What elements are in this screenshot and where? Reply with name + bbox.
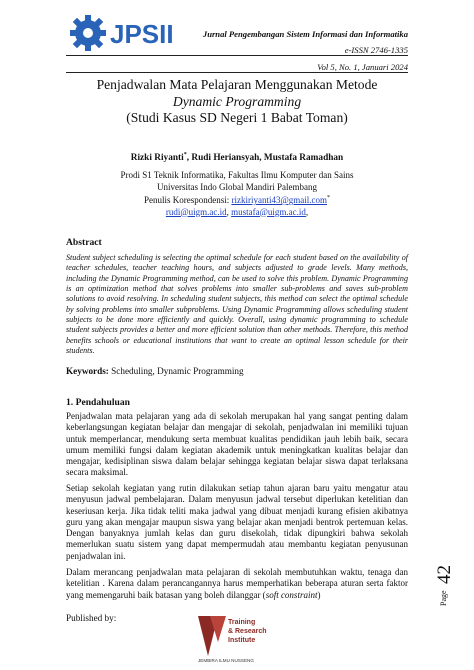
logo-text: JPSII: [110, 19, 174, 49]
gear-icon: [70, 15, 106, 51]
header-rule: [66, 55, 408, 56]
affiliation: [66, 170, 408, 218]
author-first: Rizki Riyanti: [130, 153, 184, 164]
paragraph-3-italic: soft constraint: [265, 589, 318, 600]
paper-title: [66, 77, 408, 127]
paragraph-1: Penjadwalan mata pelajaran yang ada di sekolah merupakan hal yang sangat penting dalam keberlangsungan kegiatan belajar dan mengajar di sekolah, penjadwalan ini memiliki tujuan untuk memperlancar, mendukung serta membuat kualitas pendidikan jauh lebih baik, secara umum memiliki fungsi dalam kegiatan akademik untuk meningkatkan kualitas belajar dan mengajar, kedisiplinan siswa dalam belajar sehingga kegiatan belajar siswa dapat terlaksana secara maksimal.: [66, 411, 408, 478]
email-tail: ,: [305, 206, 309, 217]
page-label: Page: [439, 590, 448, 606]
section-heading: 1. Pendahuluan: [66, 397, 130, 408]
keywords-value: Scheduling, Dynamic Programming: [108, 366, 244, 376]
journal-info: [203, 29, 408, 73]
publisher-line-4: JEMBIRA ILMU NUSSENG: [198, 658, 254, 663]
journal-name: Jurnal Pengembangan Sistem Informasi dan Informatika: [202, 29, 408, 39]
email-link-2[interactable]: rudi@uigm.ac.id: [165, 206, 227, 217]
title-line-2: Dynamic Programming: [172, 93, 302, 109]
affiliation-line-1: Prodi S1 Teknik Informatika, Fakultas Ilmu Komputer dan Sains: [120, 170, 354, 180]
corresponding-line: [66, 193, 408, 207]
email-link-3[interactable]: mustafa@uigm.ac.id: [231, 206, 306, 217]
issn: e-ISSN 2746-1335: [344, 45, 408, 55]
author-rest: , Rudi Heriansyah, Mustafa Ramadhan: [186, 153, 344, 164]
published-by: Published by:: [66, 613, 117, 623]
publisher-line-1: Training: [228, 619, 256, 626]
publisher-line-3: Institute: [228, 637, 256, 644]
corresponding-label: Penulis Korespondensi:: [143, 195, 232, 205]
affiliation-line-2: Universitas Indo Global Mandiri Palembang: [157, 181, 317, 192]
header-rule-lower: [66, 72, 408, 73]
corresponding-mark: *: [183, 152, 187, 158]
publisher-line-2: & Research: [228, 628, 267, 635]
paragraph-3: [66, 567, 408, 601]
page-number: [430, 562, 454, 608]
authors: [66, 152, 408, 163]
abstract-heading: Abstract: [66, 237, 102, 248]
paragraph-2: Setiap sekolah kegiatan yang rutin dilakukan setiap tahun ajaran baru yaitu mengatur atau menyusun jadwal pembelajaran. Dalam menyusun jadwal tersebut diperlukan ketelitian dan keseriusan kerja. Jika tidak teliti maka jadwal yang dibuat menjadi kurang efisien akibatnya guru yang akan mengajar maupun siswa yang belajar akan menjadi bentrok pertemuan kelas. Dengan banyaknya jumlah kelas dan guru disekolah, tidak dipungkiri bahwa sekolah memerlukan suatu sistem yang dapat mempermudah atau membantu kegiatan penyusunan penjadwalan ini.: [66, 483, 408, 561]
title-line-3: (Studi Kasus SD Negeri 1 Babat Toman): [126, 110, 348, 125]
volume: Vol 5, No. 1, Januari 2024: [317, 62, 408, 72]
title-line-1: Penjadwalan Mata Pelajaran Menggunakan Metode: [96, 77, 378, 92]
email-separator: ,: [226, 206, 232, 217]
journal-logo: [66, 10, 180, 56]
email-mark: *: [327, 195, 330, 201]
publisher-logo: [196, 612, 288, 664]
paragraph-3-end: ): [317, 589, 321, 600]
page-number-value: 42: [434, 565, 454, 584]
keywords: [66, 366, 244, 376]
paragraph-3-main: Dalam merancang penjadwalan mata pelajaran di sekolah membutuhkan waktu, tenaga dan ketelitian . Karena dalam perancangannya harus memperhatikan beberapa aturan serta faktor yang memengaruhi baik batasan yang boleh dilanggar (: [66, 567, 408, 600]
keywords-label: Keywords:: [66, 366, 109, 376]
email-line-2: [66, 207, 408, 219]
abstract-text: Student subject scheduling is selecting the optimal schedule for each student based on the availability of teacher schedules, teacher teaching hours, and subjects adjusted to grade levels. Many methods, including the Dynamic Programming method, can be used to solve this problem. Dynamic Programming is an optimization method that solves problems into smaller sub-problems and saves sub-problem solutions to avoid resolving. In scheduling student subjects, this method can select the optimal schedule by solving problems into smaller subproblems. Using Dynamic Programming allows scheduling student subjects to be done more efficiently and quickly. Overall, using dynamic programming to schedule student subjects provides a better and more efficient solution than other methods. Therefore, this method benefits schools or educational institutions that want to create an optimal lesson schedule for their students.: [66, 253, 408, 356]
email-link-1[interactable]: rizkiriyanti43@gmail.com: [231, 195, 327, 205]
